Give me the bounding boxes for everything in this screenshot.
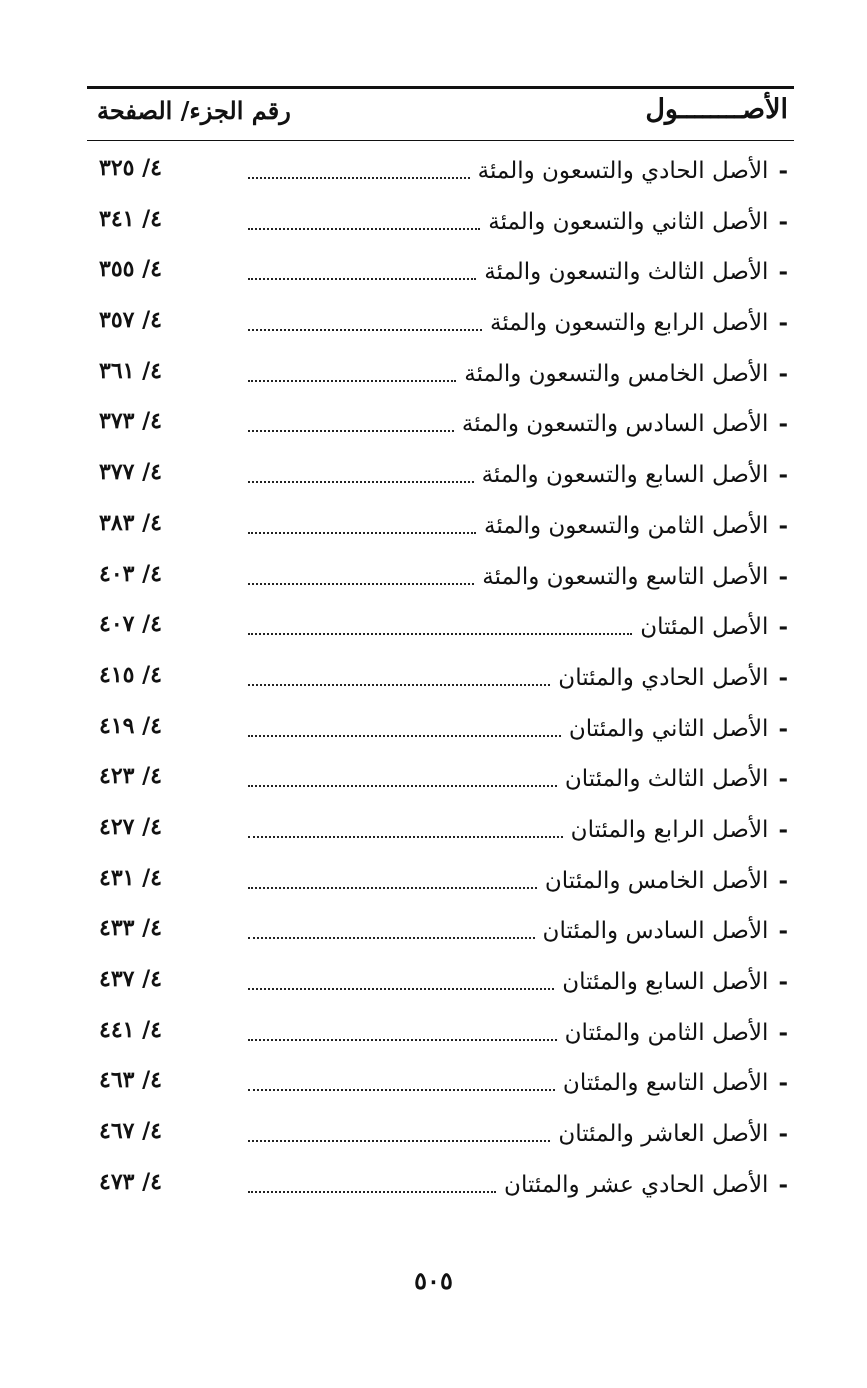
toc-entry-page: ٤/ ٤٤١ xyxy=(99,1016,162,1043)
dash-bullet: - xyxy=(778,207,788,235)
dot-leader xyxy=(248,684,550,686)
dash-bullet: - xyxy=(778,815,788,843)
toc-entry-page: ٤/ ٤٧٣ xyxy=(99,1168,162,1195)
toc-entry-page: ٤/ ٤٢٧ xyxy=(99,813,162,840)
dot-leader xyxy=(248,887,537,889)
dot-leader xyxy=(248,329,482,331)
dash-bullet: - xyxy=(778,258,788,286)
dash-bullet: - xyxy=(778,1018,788,1046)
dot-leader xyxy=(248,735,561,737)
toc-entry xyxy=(87,245,794,296)
dash-bullet: - xyxy=(778,410,788,438)
toc-entry xyxy=(87,955,794,1006)
toc-entry-title: الأصل الثاني والتسعون والمئة xyxy=(488,208,769,235)
toc-entry-title: الأصل المئتان xyxy=(640,614,769,641)
toc-entry-title: الأصل الثامن والمئتان xyxy=(564,1019,769,1046)
toc-entry-title: الأصل الحادي والمئتان xyxy=(558,664,769,691)
dot-leader xyxy=(248,380,456,382)
toc-entry-title-group xyxy=(248,811,794,845)
dot-leader xyxy=(248,937,535,939)
dot-leader xyxy=(248,1039,557,1041)
dot-leader xyxy=(248,583,474,585)
dash-bullet: - xyxy=(778,359,788,387)
toc-entry-title: الأصل الحادي والتسعون والمئة xyxy=(477,158,769,184)
toc-entry-title-group xyxy=(248,152,794,186)
toc-entry xyxy=(87,296,794,347)
toc-entry-title-group xyxy=(248,355,794,389)
toc-entry xyxy=(87,550,794,601)
toc-entry-title: الأصل الخامس والتسعون والمئة xyxy=(464,360,769,387)
dash-bullet: - xyxy=(778,917,788,945)
toc-entry-title-group xyxy=(248,1064,794,1098)
toc-entry-page: ٤/ ٣٦١ xyxy=(99,357,162,384)
toc-entry-page: ٤/ ٣٥٧ xyxy=(99,307,162,334)
toc-entry xyxy=(87,144,794,195)
toc-entry-title: الأصل التاسع والمئتان xyxy=(562,1070,769,1097)
dot-leader xyxy=(248,1191,496,1193)
toc-entry xyxy=(87,499,794,550)
toc-entry-title: الأصل السابع والتسعون والمئة xyxy=(481,462,769,489)
toc-entry-title-group xyxy=(248,304,794,338)
dash-bullet: - xyxy=(778,1120,788,1148)
toc-entry-page: ٤/ ٤١٩ xyxy=(99,712,162,739)
top-rule xyxy=(87,86,794,89)
toc-entry-title: الأصل الخامس والمئتان xyxy=(544,867,769,894)
toc-entry xyxy=(87,702,794,753)
dash-bullet: - xyxy=(778,613,788,641)
dash-bullet: - xyxy=(778,309,788,337)
toc-entry-title-group xyxy=(248,405,794,439)
toc-entry-title-group xyxy=(248,1166,794,1200)
toc-entry xyxy=(87,651,794,702)
dash-bullet: - xyxy=(778,562,788,590)
dash-bullet: - xyxy=(778,1170,788,1198)
toc-entry-title-group xyxy=(248,1115,794,1149)
toc-entry-page: ٤/ ٤٢٣ xyxy=(99,763,162,790)
toc-entry xyxy=(87,854,794,905)
dot-leader xyxy=(248,785,557,787)
dash-bullet: - xyxy=(778,461,788,489)
dash-bullet: - xyxy=(778,765,788,793)
toc-entry-title-group xyxy=(248,253,794,287)
toc-entry-title: الأصل الحادي عشر والمئتان xyxy=(504,1171,769,1198)
toc-entry-title-group xyxy=(248,203,794,237)
dot-leader xyxy=(248,1089,555,1091)
page-number: ٥٠٥ xyxy=(414,1266,453,1295)
toc-entry-page: ٤/ ٣٢٥ xyxy=(99,155,162,181)
toc-entry-title: الأصل السادس والتسعون والمئة xyxy=(461,411,769,438)
dot-leader xyxy=(248,228,480,230)
toc-entry xyxy=(87,448,794,499)
toc-entry-page: ٤/ ٣٨٣ xyxy=(99,509,162,536)
toc-entry-title: الأصل الرابع والتسعون والمئة xyxy=(490,310,769,337)
toc-entry xyxy=(87,752,794,803)
dot-leader xyxy=(248,430,454,432)
toc-entry-title: الأصل الثالث والمئتان xyxy=(564,766,769,793)
dot-leader xyxy=(248,532,476,534)
toc-entry-page: ٤/ ٤٦٣ xyxy=(99,1067,162,1094)
toc-entry-title: الأصل العاشر والمئتان xyxy=(558,1121,769,1148)
toc-entry-title-group xyxy=(248,912,794,946)
toc-entry xyxy=(87,195,794,246)
dot-leader xyxy=(248,177,470,179)
dash-bullet: - xyxy=(778,663,788,691)
toc-entry xyxy=(87,1158,794,1209)
toc-entry xyxy=(87,803,794,854)
toc-entry xyxy=(87,397,794,448)
toc-entry-title-group xyxy=(248,963,794,997)
dash-bullet: - xyxy=(778,714,788,742)
dash-bullet: - xyxy=(778,511,788,539)
header-title: الأصــــــــول xyxy=(645,94,788,125)
toc-entry xyxy=(87,600,794,651)
dot-leader xyxy=(248,988,554,990)
dash-bullet: - xyxy=(778,1069,788,1097)
dot-leader xyxy=(248,278,476,280)
dash-bullet: - xyxy=(778,968,788,995)
toc-entry-page: ٤/ ٤١٥ xyxy=(99,661,162,688)
toc-entry xyxy=(87,1056,794,1107)
toc-entry-page: ٤/ ٤٦٧ xyxy=(99,1118,162,1145)
toc-entry-page: ٤/ ٣٥٥ xyxy=(99,256,162,283)
toc-entry xyxy=(87,1107,794,1158)
header-rule xyxy=(87,140,794,141)
toc-entry-page: ٤/ ٣٧٣ xyxy=(99,408,162,435)
toc-header xyxy=(87,90,794,136)
toc-entry-title: الأصل التاسع والتسعون والمئة xyxy=(482,563,769,590)
toc-entry-title-group xyxy=(248,760,794,794)
header-page-column: رقم الجزء/ الصفحة xyxy=(97,96,291,125)
toc-entry-title: الأصل الرابع والمئتان xyxy=(570,816,769,843)
dash-bullet: - xyxy=(778,157,788,184)
dot-leader xyxy=(248,1140,550,1142)
toc-entry xyxy=(87,904,794,955)
toc-entry-title-group xyxy=(248,558,794,592)
dot-leader xyxy=(248,633,632,635)
toc-entry-title-group xyxy=(248,862,794,896)
toc-list xyxy=(87,144,794,1208)
toc-entry-page: ٤/ ٣٧٧ xyxy=(99,459,162,486)
toc-entry-page: ٤/ ٤٣١ xyxy=(99,864,162,891)
toc-entry xyxy=(87,1006,794,1057)
dot-leader xyxy=(248,836,563,838)
toc-entry xyxy=(87,347,794,398)
toc-entry-title: الأصل الثاني والمئتان xyxy=(568,715,769,742)
toc-entry-title-group xyxy=(248,710,794,744)
toc-entry-page: ٤/ ٤٣٧ xyxy=(99,966,162,992)
toc-entry-title-group xyxy=(248,456,794,490)
dash-bullet: - xyxy=(778,866,788,894)
toc-entry-title: الأصل السابع والمئتان xyxy=(562,969,769,995)
toc-entry-title: الأصل السادس والمئتان xyxy=(542,918,769,945)
dot-leader xyxy=(248,481,474,483)
toc-entry-page: ٤/ ٤٣٣ xyxy=(99,915,162,942)
toc-entry-title: الأصل الثالث والتسعون والمئة xyxy=(484,259,769,286)
toc-entry-title: الأصل الثامن والتسعون والمئة xyxy=(483,512,769,539)
toc-entry-page: ٤/ ٤٠٧ xyxy=(99,611,162,638)
toc-entry-page: ٤/ ٣٤١ xyxy=(99,205,162,232)
toc-entry-page: ٤/ ٤٠٣ xyxy=(99,560,162,587)
toc-entry-title-group xyxy=(248,608,794,642)
toc-entry-title-group xyxy=(248,1014,794,1048)
toc-entry-title-group xyxy=(248,659,794,693)
toc-entry-title-group xyxy=(248,507,794,541)
